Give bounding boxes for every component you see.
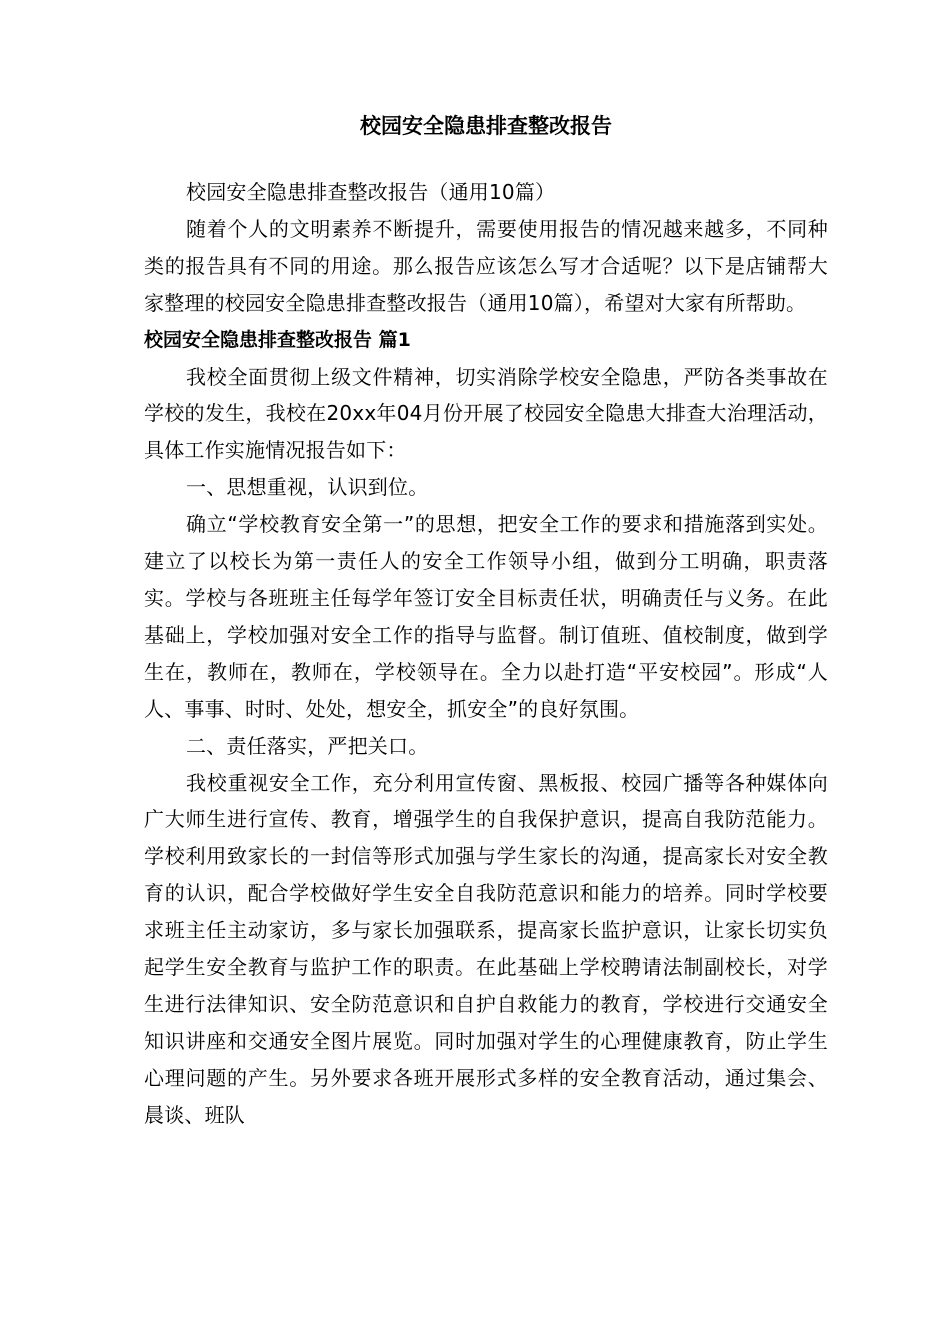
body-paragraph: 我校全面贯彻上级文件精神，切实消除学校安全隐患，严防各类事故在学校的发生，我校在20xx年04月份开展了校园安全隐患大排查大治理活动，具体工作实施情况报告如下： [144,364,828,463]
body-paragraph: 确立“学校教育安全第一”的思想，把安全工作的要求和措施落到实处。建立了以校长为第一责任人的安全工作领导小组，做到分工明确，职责落实。学校与各班班主任每学年签订安全目标责任状，明确责任与义务。在此基础上，学校加强对安全工作的指导与监督。制订值班、值校制度，做到学生在，教师在，教师在，学校领导在。全力以赴打造“平安校园”。形成“人人、事事、时时、处处，想安全，抓安全”的良好氛围。 [144,512,828,721]
document-title: 校园安全隐患排查整改报告 [360,114,612,138]
section-heading: 校园安全隐患排查整改报告 篇1 [144,328,411,351]
body-paragraph: 我校重视安全工作，充分利用宣传窗、黑板报、校园广播等各种媒体向广大师生进行宣传、教育，增强学生的自我保护意识，提高自我防范能力。学校利用致家长的一封信等形式加强与学生家长的沟通，提高家长对安全教育的认识，配合学校做好学生安全自我防范意识和能力的培养。同时学校要求班主任主动家访，多与家长加强联系，提高家长监护意识，让家长切实负起学生安全教育与监护工作的职责。在此基础上学校聘请法制副校长，对学生进行法律知识、安全防范意识和自护自救能力的教育，学校进行交通安全知识讲座和交通安全图片展览。同时加强对学生的心理健康教育，防止学生心理问题的产生。另外要求各班开展形式多样的安全教育活动，通过集会、晨谈、班队 [144,770,828,1127]
document-body [144,174,828,1134]
subheading-paragraph: 一、思想重视，认识到位。 [186,475,429,500]
document-subtitle: 校园安全隐患排查整改报告（通用10篇） [186,180,556,204]
intro-paragraph: 随着个人的文明素养不断提升，需要使用报告的情况越来越多，不同种类的报告具有不同的用途。那么报告应该怎么写才合适呢？以下是店铺帮大家整理的校园安全隐患排查整改报告（通用10篇），希望对大家有所帮助。 [144,216,828,315]
subheading-paragraph: 二、责任落实，严把关口。 [186,733,429,758]
